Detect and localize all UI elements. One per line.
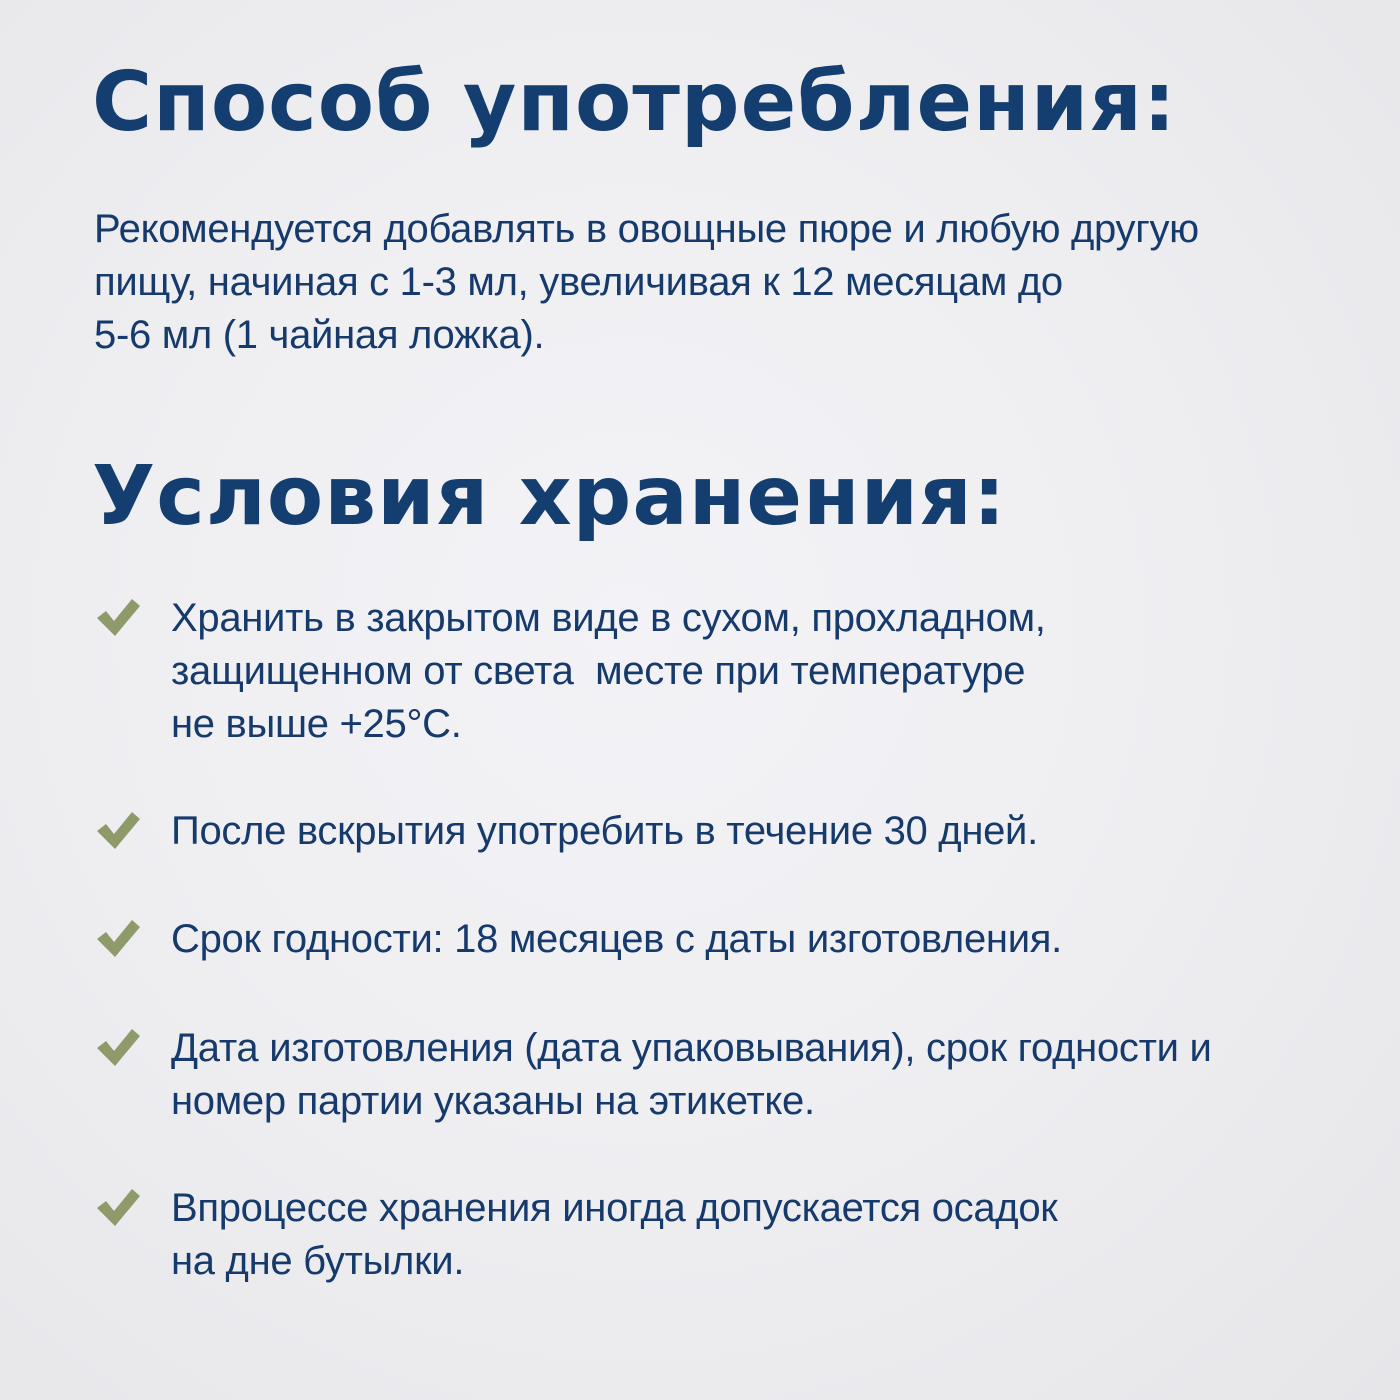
storage-list-item — [94, 913, 1334, 966]
check-icon — [94, 594, 144, 644]
item-line: на дне бутылки. — [171, 1239, 465, 1283]
check-icon — [94, 807, 144, 857]
storage-list-item — [94, 805, 1334, 858]
item-line: Срок годности: 18 месяцев с даты изготовления. — [171, 917, 1062, 961]
usage-line: пищу, начиная с 1-3 мл, увеличивая к 12 месяцам до — [94, 260, 1063, 304]
storage-list-item — [94, 1022, 1334, 1128]
check-icon — [94, 1024, 144, 1074]
item-line: Впроцессе хранения иногда допускается осадок — [171, 1186, 1058, 1230]
item-line: номер партии указаны на этикетке. — [171, 1079, 815, 1123]
item-line: Хранить в закрытом виде в сухом, прохладном, — [171, 596, 1046, 640]
storage-heading: Условия хранения: — [92, 449, 1007, 544]
usage-paragraph — [94, 203, 1334, 362]
item-line: После вскрытия употребить в течение 30 дней. — [171, 809, 1038, 853]
check-icon — [94, 1184, 144, 1234]
check-icon — [94, 915, 144, 965]
item-line: не выше +25°С. — [171, 702, 462, 746]
usage-line: Рекомендуется добавлять в овощные пюре и любую другую — [94, 207, 1199, 251]
item-line: Дата изготовления (дата упаковывания), срок годности и — [171, 1026, 1212, 1070]
storage-list-item — [94, 1182, 1334, 1288]
usage-line: 5-6 мл (1 чайная ложка). — [94, 313, 545, 357]
item-line: защищенном от света месте при температуре — [171, 649, 1026, 693]
storage-list-item — [94, 592, 1334, 751]
usage-heading: Способ употребления: — [92, 55, 1177, 150]
